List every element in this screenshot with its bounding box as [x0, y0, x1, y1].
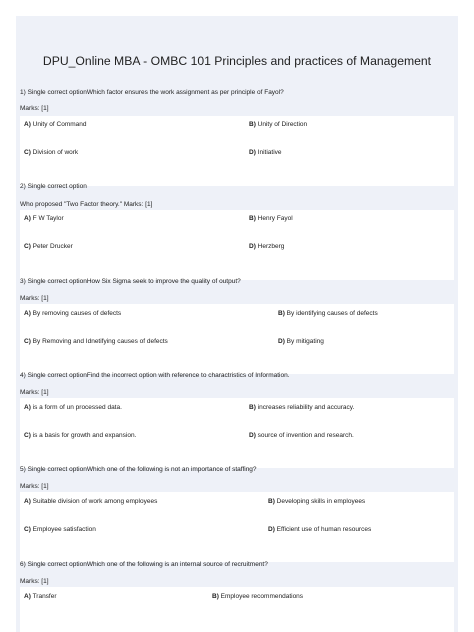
question-5-marks: Marks: [1]: [20, 483, 49, 490]
question-6-text: 6) Single correct optionWhich one of the following is an internal source of recruitment?: [20, 561, 268, 568]
question-2-option-c[interactable]: C) Peter Drucker: [24, 243, 73, 250]
question-6-option-b[interactable]: B) Employee recommendations: [212, 593, 304, 600]
question-1-option-a[interactable]: A) Unity of Command: [24, 121, 87, 128]
question-2-option-d[interactable]: D) Herzberg: [249, 243, 285, 250]
question-5-options: [20, 492, 454, 562]
question-3-option-b[interactable]: B) By identifying causes of defects: [278, 310, 378, 317]
question-5-text: 5) Single correct optionWhich one of the following is not an importance of staffing?: [20, 466, 257, 473]
question-1-marks: Marks: [1]: [20, 105, 49, 112]
quiz-page: [16, 16, 458, 632]
question-4-options: [20, 398, 454, 468]
question-1-option-c[interactable]: C) Division of work: [24, 149, 79, 156]
question-4-option-a[interactable]: A) is a form of un processed data.: [24, 404, 122, 411]
question-4-marks: Marks: [1]: [20, 389, 49, 396]
question-4-option-b[interactable]: B) increases reliability and accuracy.: [249, 404, 355, 411]
question-2-marks: Who proposed "Two Factor theory." Marks: [1]: [20, 201, 153, 208]
question-1-option-d[interactable]: D) Initiative: [249, 149, 282, 156]
question-6-option-a[interactable]: A) Transfer: [24, 593, 57, 600]
question-2-text: 2) Single correct option: [20, 183, 87, 190]
question-3-option-d[interactable]: D) By mitigating: [278, 338, 324, 345]
question-5-option-a[interactable]: A) Suitable division of work among employees: [24, 498, 158, 505]
question-2-option-b[interactable]: B) Henry Fayol: [249, 215, 293, 222]
question-4-option-d[interactable]: D) source of invention and research.: [249, 432, 354, 439]
question-3-options: [20, 304, 454, 374]
question-5-option-b[interactable]: B) Developing skills in employees: [268, 498, 366, 505]
question-3-marks: Marks: [1]: [20, 295, 49, 302]
question-3-text: 3) Single correct optionHow Six Sigma seek to improve the quality of output?: [20, 278, 241, 285]
question-1-options: [20, 116, 454, 186]
question-1-option-b[interactable]: B) Unity of Direction: [249, 121, 308, 128]
question-3-option-c[interactable]: C) By Removing and Idnetifying causes of defects: [24, 338, 168, 345]
question-2-option-a[interactable]: A) F W Taylor: [24, 215, 64, 222]
question-4-text: 4) Single correct optionFind the incorrect option with reference to charactristics of Information.: [20, 372, 290, 379]
question-4-option-c[interactable]: C) is a basis for growth and expansion.: [24, 432, 137, 439]
question-6-marks: Marks: [1]: [20, 578, 49, 585]
question-6-options: [20, 587, 454, 632]
question-3-option-a[interactable]: A) By removing causes of defects: [24, 310, 122, 317]
question-5-option-c[interactable]: C) Employee satisfaction: [24, 526, 96, 533]
page-title: DPU_Online MBA - OMBC 101 Principles and practices of Management: [42, 54, 432, 68]
question-2-options: [20, 210, 454, 280]
question-1-text: 1) Single correct optionWhich factor ensures the work assignment as per principle of Fayol?: [20, 89, 284, 96]
question-5-option-d[interactable]: D) Efficient use of human resources: [268, 526, 372, 533]
